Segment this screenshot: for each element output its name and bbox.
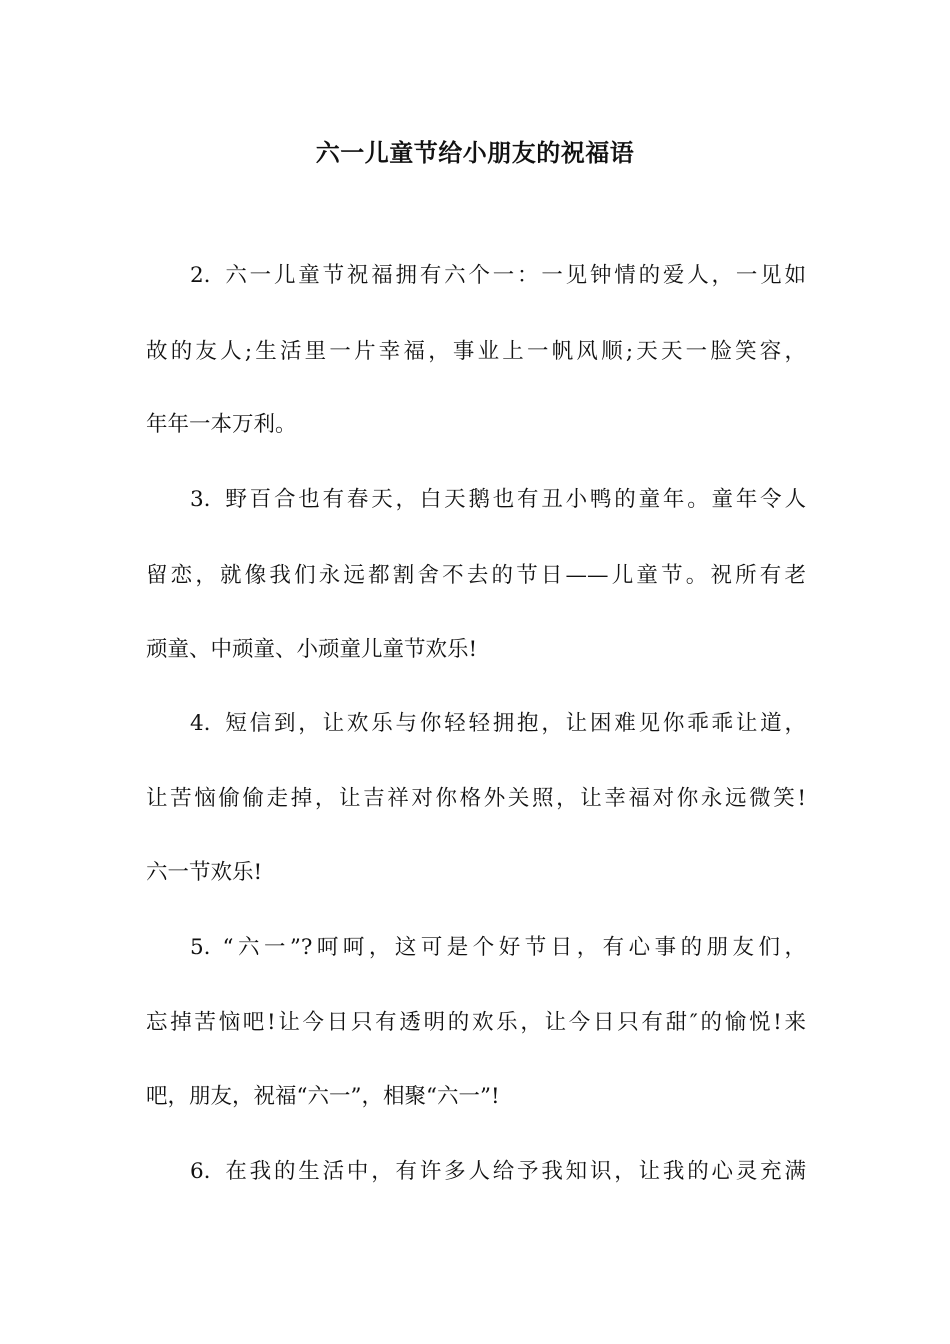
document-title: 六一儿童节给小朋友的祝福语 [315,138,635,167]
paragraph-2-line-3: 年年一本万利。 [146,412,297,437]
paragraph-number: 2. [190,263,211,288]
paragraph-3-line-3: 顽童、中顽童、小顽童儿童节欢乐! [146,637,478,662]
paragraph-6-line-1: 6. 在我的生活中，有许多人给予我知识，让我的心灵充满 [190,1159,806,1184]
paragraph-number: 5. [190,935,211,960]
paragraph-4-line-3: 六一节欢乐! [146,860,263,885]
paragraph-4-line-2: 让苦恼偷偷走掉，让吉祥对你格外关照，让幸福对你永远微笑! [146,786,806,811]
paragraph-3-line-2: 留恋，就像我们永远都割舍不去的节日——儿童节。祝所有老 [146,563,806,588]
paragraph-5-line-1: 5. “六一”?呵呵，这可是个好节日，有心事的朋友们， [190,935,806,960]
paragraph-4-line-1: 4. 短信到，让欢乐与你轻轻拥抱，让困难见你乖乖让道， [190,711,806,736]
paragraph-2-line-2: 故的友人;生活里一片幸福，事业上一帆风顺;天天一脸笑容， [146,339,806,364]
paragraph-number: 4. [190,711,211,736]
paragraph-number: 3. [190,487,211,512]
paragraph-5-line-3: 吧，朋友，祝福“六一”，相聚“六一”! [146,1084,500,1109]
paragraph-number: 6. [190,1159,211,1184]
paragraph-2-line-1: 2. 六一儿童节祝福拥有六个一：一见钟情的爱人，一见如 [190,263,806,288]
paragraph-3-line-1: 3. 野百合也有春天，白天鹅也有丑小鸭的童年。童年令人 [190,487,806,512]
paragraph-5-line-2: 忘掉苦恼吧!让今日只有透明的欢乐，让今日只有甜″的愉悦!来 [146,1010,806,1035]
